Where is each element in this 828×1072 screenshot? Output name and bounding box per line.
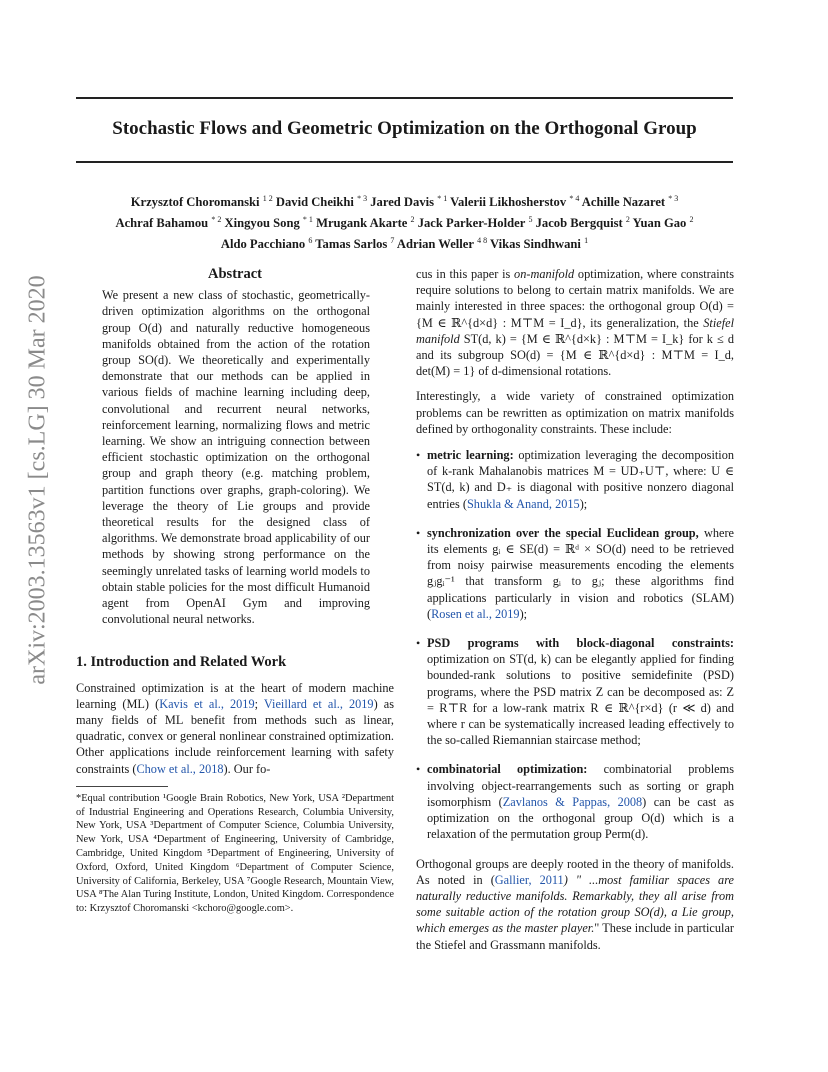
citation-link[interactable]: Gallier, 2011 — [494, 872, 564, 887]
citation-link[interactable]: Vieillard et al., 2019 — [263, 696, 374, 711]
author-name: Jared Davis — [370, 195, 435, 210]
author-name: Achille Nazaret — [581, 195, 666, 210]
abstract-body: We present a new class of stochastic, geometrically-driven optimization algorithms on the orthogonal group O(d) and naturally reductive homogeneous manifolds obtained from the action of the rotation group SO(d). We theoretically and experimentally demonstrate that our methods can be applied in various fields of machine learning including deep, convolutional and recurrent neural networks, reinforcement learning, normalizing flows and metric learning. We show an intriguing connection between efficient stochastic optimization on the orthogonal group and graph theory (e.g. matching problem, partition functions over graphs, graph-coloring). We leverage the theory of Lie groups and provide theoretical results for the designed class of algorithms. We demonstrate broad applicability of our methods by showing strong performance on the seemingly unrelated tasks of learning world models to obtain stable policies for the most difficult Humanoid agent from OpenAI Gym and improving convolutional neural networks. — [102, 288, 370, 627]
author-affiliation-mark: 2 — [410, 215, 415, 225]
author-name: Yuan Gao — [632, 216, 687, 231]
author-affiliation-mark: 1 — [584, 236, 589, 246]
bullet-icon: • — [416, 448, 421, 463]
author-name: Vikas Sindhwani — [490, 237, 581, 252]
title-rule-top — [76, 97, 733, 99]
author-affiliation-mark: 7 — [390, 236, 395, 246]
author-affiliation-mark: 5 — [528, 215, 533, 225]
author-affiliation-mark: 1 2 — [262, 194, 273, 203]
author-affiliation-mark: 4 8 — [477, 236, 488, 246]
list-item: • synchronization over the special Euclidean group, where its elements gᵢ ∈ SE(d) = ℝᵈ × SO(d) need to be retrieved from noisy pairwise measurements encoding the elements gⱼgᵢ⁻¹ that transform gᵢ to gⱼ; these algorithms find applications particularly in vision and robotics (SLAM) (Rosen et al., 2019); — [416, 525, 734, 621]
right-column — [416, 266, 734, 953]
author-affiliation-mark: * 4 — [569, 194, 580, 203]
list-item: • combinatorial optimization: combinatorial problems involving object-rearrangements such as sorting or graph isomorphism (Zavlanos & Pappas, 2008) can be cast as optimization on the orthogonal group O(d) which is a relaxation of the permutation group Perm(d). — [416, 762, 734, 842]
author-affiliation-mark: 2 — [689, 215, 694, 225]
abstract-heading: Abstract — [208, 266, 262, 282]
author-name: Achraf Bahamou — [115, 216, 209, 231]
bullet-icon: • — [416, 762, 421, 777]
author-affiliation-mark: * 3 — [668, 194, 679, 203]
bullet-icon: • — [416, 636, 421, 651]
author-affiliation-mark: * 1 — [437, 194, 448, 203]
author-name: Aldo Pacchiano — [220, 237, 306, 252]
citation-link[interactable]: Shukla & Anand, 2015 — [466, 496, 580, 511]
application-list — [416, 447, 734, 842]
author-name: David Cheikhi — [275, 195, 354, 210]
author-name: Jack Parker-Holder — [417, 216, 526, 231]
footnote-rule — [76, 786, 168, 787]
author-affiliation-mark: * 1 — [302, 215, 313, 225]
author-affiliation-mark: * 3 — [357, 194, 368, 203]
closing-paragraph: Orthogonal groups are deeply rooted in the theory of manifolds. As noted in (Gallier, 2011) " ...most familiar spaces are naturally reductive manifolds. Remarkably, they all arise from some suitable action of the rotation group SO(d), a Lie group, which emerges as the master player." These include in particular the Stiefel and Grassmann manifolds. — [416, 856, 734, 952]
paper-title: Stochastic Flows and Geometric Optimization on the Orthogonal Group — [112, 118, 697, 139]
intro-paragraph-continued: cus in this paper is on-manifold optimization, where constraints require solutions to belong to certain matrix manifolds. We are mainly interested in three spaces: the orthogonal group O(d) = {M ∈ ℝ^{d×d} : M⊤M = I_d}, its generalization, the Stiefel manifold ST(d, k) = {M ∈ ℝ^{d×k} : M⊤M = I_k} for k ≤ d and its subgroup SO(d) = {M ∈ ℝ^{d×d} : M⊤M = I_d, det(M) = 1} of d-dimensional rotations. — [416, 267, 734, 379]
author-name: Mrugank Akarte — [316, 216, 408, 231]
author-name: Valerii Likhosherstov — [450, 195, 567, 210]
list-item: • metric learning: optimization leveraging the decomposition of k-rank Mahalanobis matrices M = UD₊U⊤, where: U ∈ ST(d, k) and D₊ is diagonal with positive nonzero diagonal entries (Shukla & Anand, 2015); — [416, 448, 735, 511]
author-list — [76, 190, 733, 254]
constraints-paragraph: Interestingly, a wide variety of constrained optimization problems can be rewritten as optimization on matrix manifolds defined by orthogonality constraints. These include: — [416, 389, 734, 436]
list-item: • PSD programs with block-diagonal constraints: optimization on ST(d, k) can be elegantly applied for finding bounded-rank solutions to positive semidefinite (PSD) programs, where the PSD matrix Z can be decomposed as: Z = R⊤R for a low-rank matrix R ∈ ℝ^{r×d} (r ≪ d) and where r can be systematically increased leading effectively to the so-called Riemannian staircase method; — [416, 636, 734, 748]
intro-paragraph: Constrained optimization is at the heart of modern machine learning (ML) (Kavis et al., 2019; Vieillard et al., 2019) as many fields of ML benefit from methods such as linear, quadratic, convex or general nonlinear constrained optimization. Other applications include reinforcement learning with safety constraints (Chow et al., 2018). Our fo- — [76, 680, 395, 776]
author-affiliation-mark: 6 — [308, 236, 313, 246]
arxiv-identifier: arXiv:2003.13563v1 [cs.LG] 30 Mar 2020 — [24, 275, 51, 685]
left-column — [76, 266, 394, 916]
affiliation-footnote: *Equal contribution ¹Google Brain Robotics, New York, USA ²Department of Industrial Engineering and Operations Research, Columbia University, New York, USA ³Department of Computer Science, Columbia University, New York, USA ⁴Department of Engineering, University of Cambridge, Cambridge, United Kingdom ⁵Department of Engineering, University of Oxford, Oxford, United Kingdom ⁶Department of Computer Science, University of California, Berkeley, USA ⁷Google Research, Mountain View, USA ⁸The Alan Turing Institute, London, United Kingdom. Correspondence to: Krzysztof Choromanski <kchoro@google.com>. — [76, 792, 394, 915]
citation-link[interactable]: Zavlanos & Pappas, 2008 — [502, 794, 643, 809]
section-heading: 1. Introduction and Related Work — [76, 654, 287, 671]
citation-link[interactable]: Kavis et al., 2019 — [159, 696, 255, 711]
bullet-icon: • — [416, 525, 421, 540]
author-name: Xingyou Song — [224, 216, 300, 231]
author-name: Krzysztof Choromanski — [130, 195, 260, 210]
author-name: Jacob Bergquist — [535, 216, 623, 231]
author-affiliation-mark: 2 — [625, 215, 630, 225]
title-rule-bottom — [76, 161, 733, 163]
author-affiliation-mark: * 2 — [211, 215, 222, 225]
author-name: Adrian Weller — [396, 237, 474, 252]
citation-link[interactable]: Chow et al., 2018 — [136, 761, 224, 776]
citation-link[interactable]: Rosen et al., 2019 — [431, 606, 520, 621]
author-name: Tamas Sarlos — [315, 237, 388, 252]
